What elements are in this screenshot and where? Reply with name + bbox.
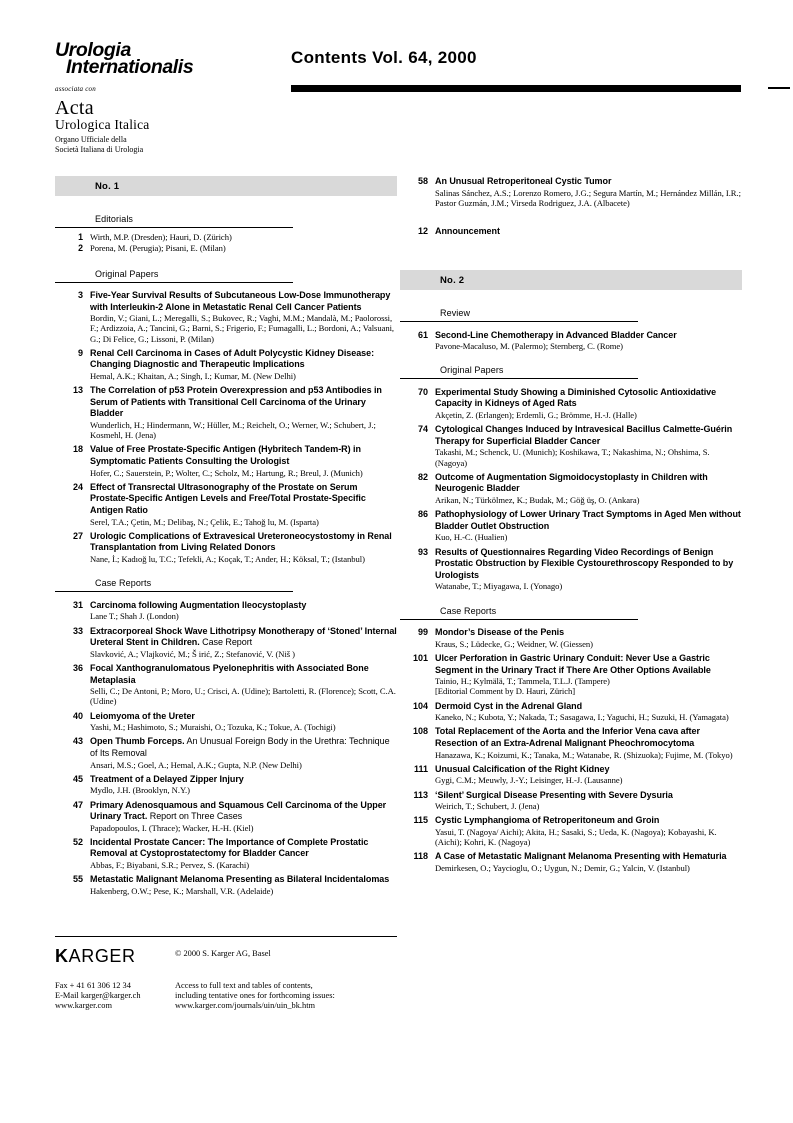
entry-body [90, 290, 397, 344]
page-number: 104 [412, 700, 428, 711]
page-number: 33 [72, 625, 83, 636]
entry-authors: Demirkesen, O.; Yaycioglu, O.; Uygun, N.; Demir, G.; Yalcin, V. (Istanbul) [435, 862, 690, 873]
entry-authors: Lane T.; Shah J. (London) [90, 611, 179, 622]
entry-title-main: Open Thumb Forceps. [90, 736, 185, 747]
page-number: 45 [72, 773, 83, 784]
page-number: 86 [417, 509, 428, 520]
entry-body [90, 626, 397, 659]
section-rule [400, 378, 638, 379]
entry-title-main: Primary Adenosquamous and Squamous Cell Carcinoma of the Upper Urinary Tract. [90, 799, 387, 822]
entry-authors: Hanazawa, K.; Koizumi, K.; Tanaka, M.; Watanabe, R. (Shizuoka); Fujime, M. (Tokyo) [435, 749, 733, 760]
journal-title-line1: Urologia [55, 39, 131, 61]
copyright-text: © 2000 S. Karger AG, Basel [175, 949, 271, 958]
journal-logo [55, 39, 255, 78]
footer [55, 936, 397, 1012]
entry-title: Five-Year Survival Results of Subcutaneous Low-Dose Immunotherapy with Interleukin-2 Alone in Metastatic Renal Cell Cancer Patients [90, 290, 391, 312]
entry-body [435, 330, 742, 352]
access-line1: Access to full text and tables of contents, [175, 981, 313, 990]
page-number: 13 [72, 385, 83, 396]
access-line2: including tentative ones for forthcoming issues: [175, 991, 335, 1001]
entry-title: Mondor’s Disease of the Penis [435, 627, 565, 638]
section-case-reports [400, 606, 742, 620]
entry-body [90, 736, 397, 769]
toc-entry[interactable] [400, 624, 742, 649]
spacer [400, 209, 742, 223]
organo-line1: Organo Ufficiale della [55, 135, 127, 144]
entry-title: Urologic Complications of Extravesical Ureteroneocystostomy in Renal Transplantation from Living Related Donors [90, 530, 392, 553]
entry-authors: Abbas, F.; Biyabani, S.R.; Pervez, S. (Karachi) [90, 860, 250, 871]
page-number: 74 [417, 424, 428, 435]
entry-title: Unusual Calcification of the Right Kidney [435, 763, 610, 774]
entry-title: An Unusual Retroperitoneal Cystic Tumor [435, 176, 612, 186]
entry-editorial-comment: [Editorial Comment by D. Hauri, Zürich] [435, 686, 576, 697]
toc-entry[interactable] [400, 543, 742, 591]
entry-body [90, 348, 397, 381]
email-address[interactable]: E-Mail karger@karger.ch [55, 991, 141, 1001]
toc-entry[interactable] [55, 796, 397, 833]
page-number: 52 [72, 836, 83, 847]
toc-entry[interactable] [55, 344, 397, 381]
right-column [400, 176, 742, 874]
toc-entry[interactable] [400, 812, 742, 848]
entry-body [90, 444, 397, 477]
entry-title: A Case of Metastatic Malignant Melanoma Presenting with Hematuria [435, 851, 727, 862]
footer-top-row [55, 946, 397, 967]
entry-authors: Hakenberg, O.W.; Pese, K.; Marshall, V.R. (Adelaide) [90, 885, 274, 896]
entry-authors: Selli, C.; De Antoni, P.; Moro, U.; Crisci, A. (Udine); Bartoletti, R. (Florence); Scott, C.A. (Udine) [90, 686, 396, 707]
entry-authors: Ansari, M.S.; Goel, A.; Hemal, A.K.; Gupta, N.P. (New Delhi) [90, 759, 302, 770]
toc-entry[interactable] [55, 622, 397, 659]
entry-authors: Kaneko, N.; Kubota, Y.; Nakada, T.; Sasagawa, I.; Yaguchi, H.; Suzuki, H. (Yamagata) [435, 712, 729, 723]
entry-title: Leiomyoma of the Ureter [90, 710, 195, 721]
acta-logo: Acta [55, 97, 94, 119]
entry-title: Pathophysiology of Lower Urinary Tract Symptoms in Aged Men without Bladder Outlet Obstruction [435, 509, 741, 531]
entry-authors: Papadopoulos, I. (Thrace); Wacker, H.-H. (Kiel) [90, 822, 254, 833]
page-number: 47 [72, 799, 83, 810]
toc-entry[interactable] [400, 383, 742, 420]
toc-entry[interactable] [400, 176, 742, 208]
spacer [400, 238, 742, 270]
toc-entry[interactable] [55, 527, 397, 564]
entry-authors: Bordin, V.; Giani, L.; Meregalli, S.; Bukovec, R.; Vaghi, M.M.; Mandalà, M.; Paolorossi, F.; Ardizzoia, A.; Tancini, G.; Barni, S.; Frigerio, F.; Fumagalli, L.; Bordoni, A.; Valsuani, G.; Di Felice, G.; Lissoni, P. (Milan) [90, 313, 395, 344]
entry-body [435, 424, 742, 468]
organo-line2: Società Italiana di Urologia [55, 144, 144, 154]
page-number: 12 [417, 226, 428, 236]
section-heading: Case Reports [95, 578, 152, 589]
entry-title: Treatment of a Delayed Zipper Injury [90, 773, 244, 784]
toc-entry[interactable] [55, 596, 397, 621]
toc-entry[interactable] [400, 786, 742, 811]
toc-entry[interactable] [55, 232, 397, 243]
toc-entry[interactable] [400, 421, 742, 468]
entry-authors: Kraus, S.; Lüdecke, G.; Weidner, W. (Giessen) [435, 638, 593, 649]
page-number: 40 [72, 710, 83, 721]
section-heading: Original Papers [95, 268, 159, 279]
fax-number: Fax + 41 61 306 12 34 [55, 981, 131, 990]
page-number: 9 [77, 347, 83, 358]
toc-entry[interactable] [55, 441, 397, 478]
entry-title: Focal Xanthogranulomatous Pyelonephritis with Associated Bone Metaplasia [90, 662, 369, 685]
toc-entry[interactable] [400, 223, 742, 238]
masthead [55, 39, 255, 154]
entry-title: Metastatic Malignant Melanoma Presenting as Bilateral Incidentalomas [90, 874, 390, 885]
entry-title: Cystic Lymphangioma of Retroperitoneum and Groin [435, 815, 660, 826]
toc-entry[interactable] [55, 659, 397, 706]
toc-entry[interactable] [55, 478, 397, 526]
issue-label: No. 2 [440, 274, 465, 286]
entry-title: Incidental Prostate Cancer: The Importance of Complete Prostatic Removal at Cystoprostatectomy for Bladder Cancer [90, 836, 369, 859]
entry-title: Cytological Changes Induced by Intravesical Bacillus Calmette-Guérin Therapy for Superficial Bladder Cancer [435, 424, 733, 446]
entry-authors: Salinas Sánchez, A.S.; Lorenzo Romero, J.G.; Segura Martín, M.; Hernández Millán, I.R.; Pastor Guzmán, J.M.; Virseda Rodriguez, J.A. (Albacete) [435, 187, 741, 208]
toc-entry[interactable] [55, 733, 397, 770]
page-number: 113 [413, 789, 428, 800]
entry-body [90, 385, 397, 440]
entry-title: Renal Cell Carcinoma in Cases of Adult Polycystic Kidney Disease: Changing Diagnostic and Therapeutic Implications [90, 347, 375, 370]
entry-subtitle: An Unusual Foreign Body in the Urethra: Technique of Its Removal [90, 736, 390, 758]
journal-title-line2: Internationalis [66, 56, 194, 78]
entry-title [90, 800, 397, 823]
entry-authors: Slavković, A.; Vlajković, M.; Š irić, Z.; Stefanović, V. (Niš ) [90, 648, 295, 659]
section-heading: Original Papers [440, 365, 504, 376]
left-column [55, 176, 397, 897]
entry-authors: Nane, İ.; Kadıoğ lu, T.C.; Tefekli, A.; Koçak, T.; Ander, H.; Köksal, T.; (Istanbul) [90, 554, 365, 565]
page-number: 3 [77, 290, 83, 301]
section-rule [55, 282, 293, 283]
entry-authors: Kuo, H.-C. (Hualien) [435, 532, 508, 543]
entry-title-main: Extracorporeal Shock Wave Lithotripsy Monotherapy of ‘Stoned’ Internal Ureteral Stent in Children. [90, 625, 397, 648]
entry-body [90, 711, 397, 733]
toc-entry[interactable] [55, 382, 397, 441]
entry-authors: Pavone-Macaluso, M. (Palermo); Sternberg, C. (Rome) [435, 341, 623, 352]
page-number: 93 [417, 546, 428, 557]
footer-copyright-block [175, 946, 397, 967]
page-number: 118 [413, 851, 428, 862]
page-number: 24 [72, 481, 83, 492]
entry-authors: Watanabe, T.; Miyagawa, I. (Yonago) [435, 581, 563, 592]
entry-body [435, 851, 742, 873]
page-number: 2 [78, 243, 83, 254]
entry-title: Results of Questionnaires Regarding Video Recordings of Benign Prostatic Obstruction by Flexible Cystourethroscopy Responded to by Urologists [435, 546, 734, 580]
toc-entry[interactable] [55, 770, 397, 795]
entry-body [90, 800, 397, 833]
page-number: 99 [417, 627, 428, 638]
toc-entry[interactable] [400, 848, 742, 873]
section-case-reports [55, 578, 397, 592]
entry-authors: Yashi, M.; Hashimoto, S.; Muraishi, O.; Tozuka, K.; Tokue, A. (Tochigi) [90, 722, 336, 733]
entry-title: The Correlation of p53 Protein Overexpression and p53 Antibodies in Serum of Patients with Transitional Cell Carcinoma of the Urinary Bladder [90, 385, 382, 419]
entry-body [90, 243, 397, 254]
page-number: 61 [417, 329, 428, 340]
entry-title: Total Replacement of the Aorta and the Inferior Vena cava after Resection of an Extra-Adrenal Malignant Pheochromocytoma [435, 726, 700, 748]
entry-authors: Yasui, T. (Nagoya/ Aichi); Akita, H.; Sasaki, S.; Ueda, K. (Nagoya); Kobayashi, K. (Aichi); Kohri, K. (Nagoya) [435, 826, 717, 848]
toc-entry[interactable] [400, 697, 742, 722]
issue-label: No. 1 [95, 180, 120, 192]
crop-mark-icon [768, 87, 790, 89]
website-url[interactable]: www.karger.com [55, 1001, 112, 1011]
entry-authors: Akçetin, Z. (Erlangen); Erdemli, G.; Brömme, H.-J. (Halle) [435, 410, 637, 421]
organo-text [55, 135, 255, 154]
page-number: 108 [412, 726, 428, 737]
page-number: 43 [72, 736, 83, 747]
footer-rule [55, 936, 397, 937]
page-number: 111 [413, 763, 428, 774]
entry-authors: Hemal, A.K.; Khaitan, A.; Singh, I.; Kumar, M. (New Delhi) [90, 371, 296, 382]
entry-title [90, 626, 397, 649]
section-original-papers [55, 269, 397, 283]
entry-authors: Takashi, M.; Schenck, U. (Munich); Koshikawa, T.; Nakashima, N.; Ohshima, S. (Nagoya) [435, 447, 710, 468]
toc-entry[interactable] [55, 833, 397, 870]
entry-body [435, 627, 742, 649]
toc-entry[interactable] [400, 760, 742, 785]
entry-body [435, 176, 742, 208]
page-number: 1 [78, 232, 83, 242]
section-heading: Editorials [95, 214, 134, 224]
entry-body [90, 874, 397, 896]
entry-body [435, 653, 742, 697]
toc-entry[interactable] [400, 649, 742, 696]
toc-entry[interactable] [55, 287, 397, 344]
entry-title: Announcement [435, 226, 500, 236]
entry-body [90, 232, 397, 243]
toc-entry[interactable] [55, 707, 397, 732]
contact-block [55, 981, 175, 1012]
entry-authors: Wunderlich, H.; Hindermann, W.; Hüller, M.; Reichelt, O.; Werner, W.; Schubert, J.; Kosmehl, H. (Jena) [90, 420, 376, 441]
entry-authors: Serel, T.A.; Çetin, M.; Delibaş, N.; Çelik, E.; Tahoğ lu, M. (Isparta) [90, 516, 319, 527]
associata-label: associata con [55, 85, 96, 93]
toc-entry[interactable] [400, 468, 742, 505]
toc-entry[interactable] [55, 243, 397, 254]
section-rule [55, 227, 293, 228]
entry-authors: Hofer, C.; Sauerstein, P.; Wolter, C.; Scholz, M.; Hartung, R.; Breul, J. (Munich) [90, 467, 363, 478]
toc-entry[interactable] [400, 506, 742, 543]
entry-body [90, 531, 397, 564]
entry-authors: Tainio, H.; Kylmälä, T.; Tammela, T.L.J. (Tampere) [435, 676, 610, 687]
page-number: 27 [72, 530, 83, 541]
acta-subtitle: Urologica Italica [55, 117, 150, 132]
section-heading: Review [440, 308, 471, 319]
entry-title: ‘Silent’ Surgical Disease Presenting with Severe Dysuria [435, 789, 673, 800]
entry-title: Effect of Transrectal Ultrasonography of the Prostate on Serum Prostate-Specific Antigen Levels and Free/Total Prostate-Specific Antigen Ratio [90, 481, 366, 516]
title-rule [291, 85, 741, 92]
entry-authors: Arikan, N.; Türkölmez, K.; Budak, M.; Göğ üş, O. (Ankara) [435, 495, 640, 506]
entry-authors: Mydlo, J.H. (Brooklyn, N.Y.) [90, 785, 190, 796]
issue-banner-no2 [400, 270, 742, 290]
entry-title: Ulcer Perforation in Gastric Urinary Conduit: Never Use a Gastric Segment in the Urinary Tract if There Are Other Options Available [435, 652, 711, 675]
section-rule [400, 619, 638, 620]
section-rule [55, 591, 293, 592]
entry-body [435, 764, 742, 786]
entry-body [435, 226, 742, 238]
entry-body [435, 387, 742, 420]
entry-subtitle: Case Report [199, 637, 253, 648]
entry-title: Value of Free Prostate-Specific Antigen (Hybritech Tandem-R) in Symptomatic Patients Consulting the Urologist [90, 444, 361, 467]
entry-title: Experimental Study Showing a Diminished Cytosolic Antioxidative Capacity in Kidneys of Aged Rats [435, 386, 717, 409]
page-number: 31 [72, 599, 83, 610]
entry-body [435, 547, 742, 592]
entry-subtitle: Report on Three Cases [147, 811, 243, 822]
entry-title [90, 736, 397, 759]
entry-authors: Wirth, M.P. (Dresden); Hauri, D. (Zürich) [90, 232, 232, 242]
page-number: 18 [72, 444, 83, 455]
page-number: 58 [417, 176, 428, 186]
entry-body [435, 472, 742, 505]
karger-logo-rest: ARGER [68, 946, 136, 966]
entry-body [90, 482, 397, 527]
issue-banner-no1 [55, 176, 397, 196]
entry-authors: Weirich, T.; Schubert, J. (Jena) [435, 801, 540, 812]
toc-entry[interactable] [400, 326, 742, 351]
page-number: 55 [72, 874, 83, 885]
footer-bottom-row [55, 981, 397, 1012]
section-rule [400, 321, 638, 322]
section-original-papers [400, 365, 742, 379]
page-number: 115 [413, 815, 428, 826]
toc-entry[interactable] [55, 871, 397, 896]
entry-body [90, 837, 397, 870]
entry-body [435, 815, 742, 847]
entry-title: Second-Line Chemotherapy in Advanced Bladder Cancer [435, 329, 677, 340]
karger-logo-k: K [55, 946, 69, 966]
access-url[interactable]: www.karger.com/journals/uin/uin_bk.htm [175, 1001, 316, 1011]
page-title: Contents Vol. 64, 2000 [291, 48, 477, 67]
access-block [175, 981, 397, 1012]
entry-body [90, 774, 397, 796]
page-number: 36 [72, 662, 83, 673]
entry-body [435, 701, 742, 723]
page-number: 82 [417, 471, 428, 482]
toc-entry[interactable] [400, 723, 742, 760]
entry-title: Dermoid Cyst in the Adrenal Gland [435, 700, 583, 711]
section-review [400, 308, 742, 322]
section-heading: Case Reports [440, 605, 497, 616]
entry-body [435, 726, 742, 759]
entry-body [90, 600, 397, 622]
page-number: 101 [412, 652, 428, 663]
entry-authors: Porena, M. (Perugia); Pisani, E. (Milan) [90, 243, 226, 254]
entry-body [90, 663, 397, 707]
entry-authors: Gygi, C.M.; Meuwly, J.-Y.; Leisinger, H.-J. (Lausanne) [435, 775, 623, 786]
entry-title: Carcinoma following Augmentation Ileocystoplasty [90, 599, 307, 610]
entry-title: Outcome of Augmentation Sigmoidocystoplasty in Children with Neurogenic Bladder [435, 471, 708, 494]
karger-logo [55, 946, 175, 967]
entry-body [435, 509, 742, 542]
page-number: 70 [417, 386, 428, 397]
entry-body [435, 790, 742, 812]
section-editorials [55, 214, 397, 228]
